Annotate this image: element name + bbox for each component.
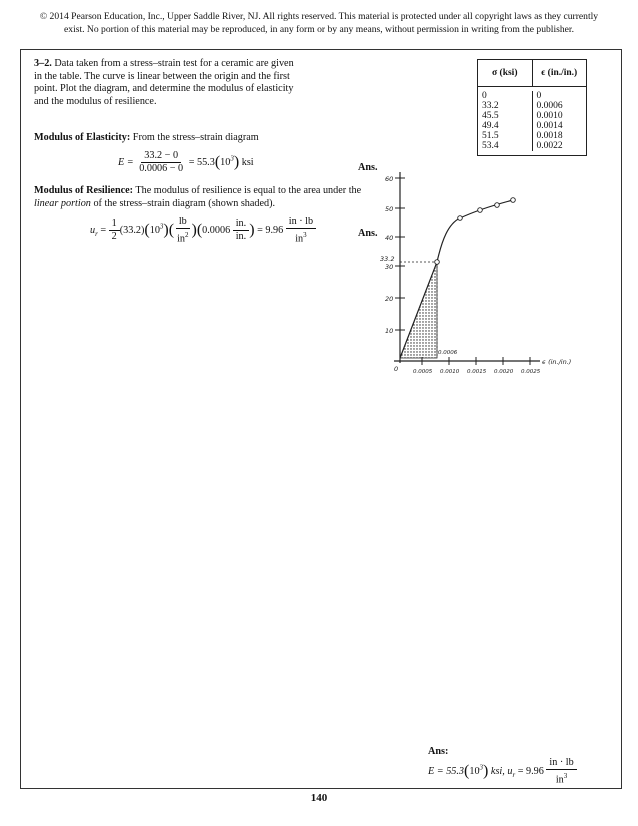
page-number: 140 [310, 792, 328, 804]
y-tick-label: 10 [385, 327, 394, 335]
final-u-sub: r [512, 771, 516, 780]
resilience-result: = 9.96 [257, 225, 284, 237]
table-cell: 0.0010 [536, 111, 563, 121]
resilience-exp: 3 [159, 222, 164, 231]
y-tick-label: 30 [385, 263, 394, 271]
table-cell: 0.0006 [536, 101, 563, 111]
table-cell: 33.2 [482, 101, 499, 111]
resilience-text-a: The modulus of resilience is equal to the area under the [133, 185, 362, 196]
final-e: E = 55.3 [428, 766, 465, 778]
elasticity-text: From the stress–strain diagram [130, 132, 259, 143]
stress-column [478, 91, 533, 151]
data-point [435, 260, 440, 265]
copyright-line-2: exist. No portion of this material may be reproduced, in any form or by any means, without permission in writing from the publisher. [64, 24, 574, 35]
elasticity-denominator: 0.0006 − 0 [139, 163, 184, 174]
lb-num: lb [176, 216, 190, 229]
final-u-value: = 9.96 [517, 766, 544, 778]
strain-column [533, 91, 587, 151]
table-header-strain: ϵ (in./in.) [541, 67, 578, 78]
resilience-equation: $u_r$ = $\frac{1}{2}$ $(33.2)(10^3)$( $\frac{lb}{in^2}$ )(0.0006 $\frac{in.}{in.}$ ) = 9.96 $\frac{in \cdot lb}{in^3}$ [90, 216, 316, 245]
table-cell: 0 [482, 91, 487, 101]
y-tick-label: 20 [385, 295, 394, 303]
problem-number: 3–2. [34, 58, 52, 69]
final-unit-fraction: $\frac{in \cdot lb}{in^3}$ [546, 757, 576, 786]
elasticity-ans: Ans. [358, 162, 378, 173]
table-header [478, 60, 586, 87]
lb-den: in [177, 233, 185, 245]
y-mark-label: 33.2 [380, 255, 395, 263]
table-cell: 49.4 [482, 121, 499, 131]
elasticity-unit: ksi [241, 156, 254, 168]
resilience-lhs: u [90, 225, 96, 237]
final-e-exp: 3 [479, 763, 484, 772]
unit-fraction: $\frac{in \cdot lb}{in^3}$ [286, 216, 316, 245]
table-cell: 0 [536, 91, 542, 101]
lb-fraction: $\frac{lb}{in^2}$ [177, 216, 189, 245]
resilience-heading [34, 185, 374, 210]
table-cell: 53.4 [482, 141, 499, 151]
table-cell: 45.5 [482, 111, 499, 121]
table-body [478, 87, 586, 155]
data-point [458, 216, 463, 221]
resilience-text-italic: linear portion [34, 197, 91, 209]
elasticity-equation: E = $\frac{33.2 - 0}{0.0006 - 0}$ = $55.3(10^3)$ ksi [118, 150, 254, 174]
resilience-ans: Ans. [358, 228, 378, 239]
x-tick-label: 0.0015 [467, 369, 487, 375]
point-label: 0.0006 [438, 350, 458, 356]
in-den: in. [235, 231, 247, 243]
table-cell: 0.0022 [536, 141, 563, 151]
resilience-lhs-sub: r [95, 230, 98, 239]
data-point [478, 208, 483, 213]
stress-value: (33.2) [119, 225, 145, 237]
unit-den: in [295, 233, 304, 245]
origin-label: 0 [394, 365, 399, 373]
in-num: in. [233, 218, 249, 231]
table-cell: 0.0018 [536, 131, 563, 141]
strain-value: 0.0006 [202, 225, 231, 237]
y-tick-label: 50 [385, 205, 394, 213]
copyright-notice [28, 10, 610, 36]
elasticity-result: = 55.3 [188, 156, 215, 168]
x-tick-label: 0.0005 [413, 369, 433, 375]
content-frame [20, 49, 622, 789]
half-den: 2 [111, 231, 117, 243]
x-tick-label: 0.0025 [521, 369, 541, 375]
elasticity-title: Modulus of Elasticity: [34, 132, 131, 143]
unit-num: in · lb [286, 216, 316, 229]
half-fraction [109, 218, 120, 243]
table-cell: 51.5 [482, 131, 499, 141]
elasticity-exponent: 3 [230, 154, 234, 163]
copyright-line-1: © 2014 Pearson Education, Inc., Upper Saddle River, NJ. All rights reserved. This material is protected under all copyright laws as they currently [39, 11, 599, 22]
x-axis-label: ϵ (in./in.) [542, 358, 572, 366]
table-header-stress: σ (ksi) [478, 60, 533, 86]
problem-statement [34, 58, 296, 108]
final-answer: Ans: $E = 55.3(10^3)$ ksi, $u_r = 9.96$ $\frac{in \cdot lb}{in^3}$ [428, 746, 577, 786]
data-point [511, 198, 516, 203]
elasticity-lhs: E = [118, 156, 134, 168]
final-answer-label: Ans: [428, 746, 449, 757]
stress-strain-graph [380, 168, 620, 398]
data-point [495, 203, 500, 208]
resilience-title: Modulus of Resilience: [34, 185, 134, 196]
elasticity-heading [34, 132, 259, 143]
y-tick-label: 40 [385, 234, 394, 242]
x-tick-label: 0.0020 [494, 369, 514, 375]
x-tick-label: 0.0010 [440, 369, 460, 375]
final-e-unit: ksi, u [490, 766, 513, 778]
y-tick-label: 60 [385, 175, 394, 183]
resilience-text-c: of the stress–strain diagram (shown shaded). [90, 197, 276, 209]
elasticity-numerator: 33.2 − 0 [141, 150, 181, 163]
elasticity-fraction [136, 150, 186, 175]
problem-text: Data taken from a stress–strain test for a ceramic are given in the table. The curve is linear between the origin and the first point. Plot the diagram, and determine the modulus of elasticity and the modulus of resilience. [34, 58, 294, 107]
final-unit-num: in · lb [546, 757, 576, 770]
in-fraction [233, 218, 249, 243]
final-unit-den: in [555, 774, 564, 786]
data-table [477, 59, 587, 156]
half-num: 1 [109, 218, 120, 231]
table-cell: 0.0014 [536, 121, 563, 131]
